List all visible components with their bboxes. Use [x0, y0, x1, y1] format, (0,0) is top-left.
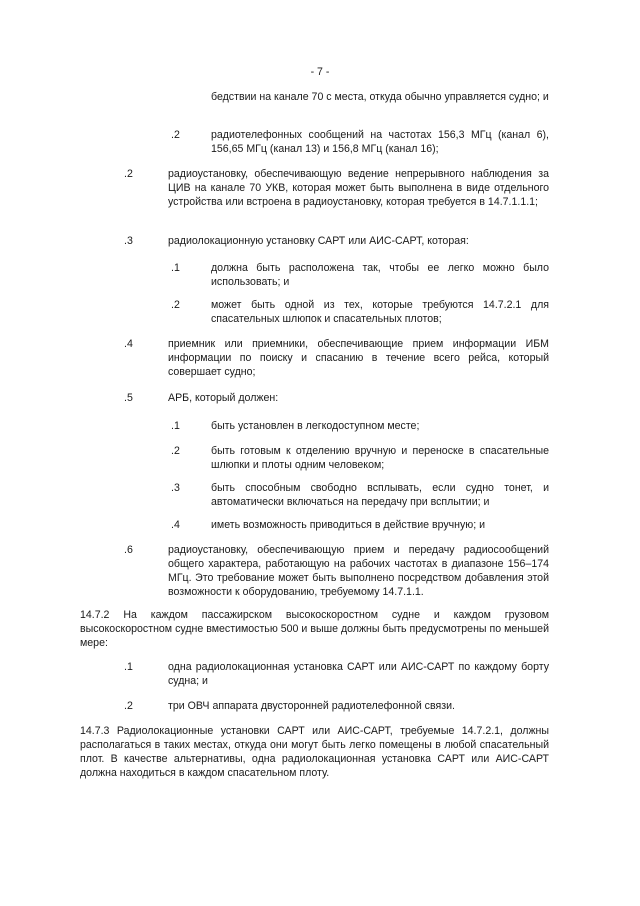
list-item-number: .6	[124, 544, 133, 556]
paragraph-14-7-2: 14.7.2 На каждом пассажирском высокоскоростном судне и каждом грузовом высокоскоростном судне вместимостью 500 и выше должны быть предусмотрены по меньшей мере:	[80, 609, 549, 649]
list-item-text: быть готовым к отделению вручную и переноске в спасательные шлюпки и плоты одним человеком;	[211, 445, 549, 471]
list-item-number: .3	[171, 482, 180, 494]
list-item-number: .1	[171, 262, 180, 274]
list-item-number: .2	[171, 445, 180, 457]
list-item-number: .2	[124, 168, 133, 180]
list-item-text: одна радиолокационная установка САРТ или АИС-САРТ по каждому борту судна; и	[168, 661, 549, 687]
list-item-text: радиолокационную установку САРТ или АИС-САРТ, которая:	[168, 235, 469, 247]
list-item-number: .5	[124, 392, 133, 404]
list-item-text: радиоустановку, обеспечивающую прием и передачу радиосообщений общего характера, работающую на рабочих частотах в диапазоне 156–174 МГц. Это требование может быть выполнено посредством добавления этой возможности к оборудованию, требуемому 14.7.1.1.	[168, 544, 549, 598]
page-number: - 7 -	[310, 66, 330, 78]
list-item-text: радиоустановку, обеспечивающую ведение непрерывного наблюдения за ЦИВ на канале 70 УКВ, которая может быть выполнена в виде отдельного устройства или встроена в радиоустановку, которая требуется в 14.7.1.1.1;	[168, 168, 549, 208]
list-item-text: может быть одной из тех, которые требуются 14.7.2.1 для спасательных шлюпок и спасательных плотов;	[211, 299, 549, 325]
list-item-number: .2	[171, 129, 180, 141]
list-item-number: .4	[124, 338, 133, 350]
list-item-number: .2	[124, 700, 133, 712]
list-item-text: быть способным свободно всплывать, если судно тонет, и автоматически включаться на передачу при всплытии; и	[211, 482, 549, 508]
paragraph-14-7-3: 14.7.3 Радиолокационные установки САРТ или АИС-САРТ, требуемые 14.7.2.1, должны располагаться в таких местах, откуда они могут быть легко помещены в любой спасательный плот. В качестве альтернативы, одна радиолокационная установка САРТ или АИС-САРТ должна находиться в каждом спасательном плоту.	[80, 725, 549, 779]
list-item-text: быть установлен в легкодоступном месте;	[211, 420, 420, 432]
list-item-number: .2	[171, 299, 180, 311]
list-item-text: бедствии на канале 70 с места, откуда обычно управляется судно; и	[211, 91, 549, 103]
list-item-text: приемник или приемники, обеспечивающие прием информации ИБМ информации по поиску и спасанию в течение всего рейса, который совершает судно;	[168, 338, 549, 378]
list-item-number: .1	[124, 661, 133, 673]
list-item-text: иметь возможность приводиться в действие вручную; и	[211, 519, 486, 531]
list-item-text: радиотелефонных сообщений на частотах 156,3 МГц (канал 6), 156,65 МГц (канал 13) и 156,8 МГц (канал 16);	[211, 129, 549, 155]
list-item-number: .3	[124, 235, 133, 247]
list-item-number: .4	[171, 519, 180, 531]
list-item-number: .1	[171, 420, 180, 432]
list-item-text: АРБ, который должен:	[168, 392, 279, 404]
list-item-text: три ОВЧ аппарата двусторонней радиотелефонной связи.	[168, 700, 455, 712]
list-item-text: должна быть расположена так, чтобы ее легко можно было использовать; и	[211, 262, 549, 288]
